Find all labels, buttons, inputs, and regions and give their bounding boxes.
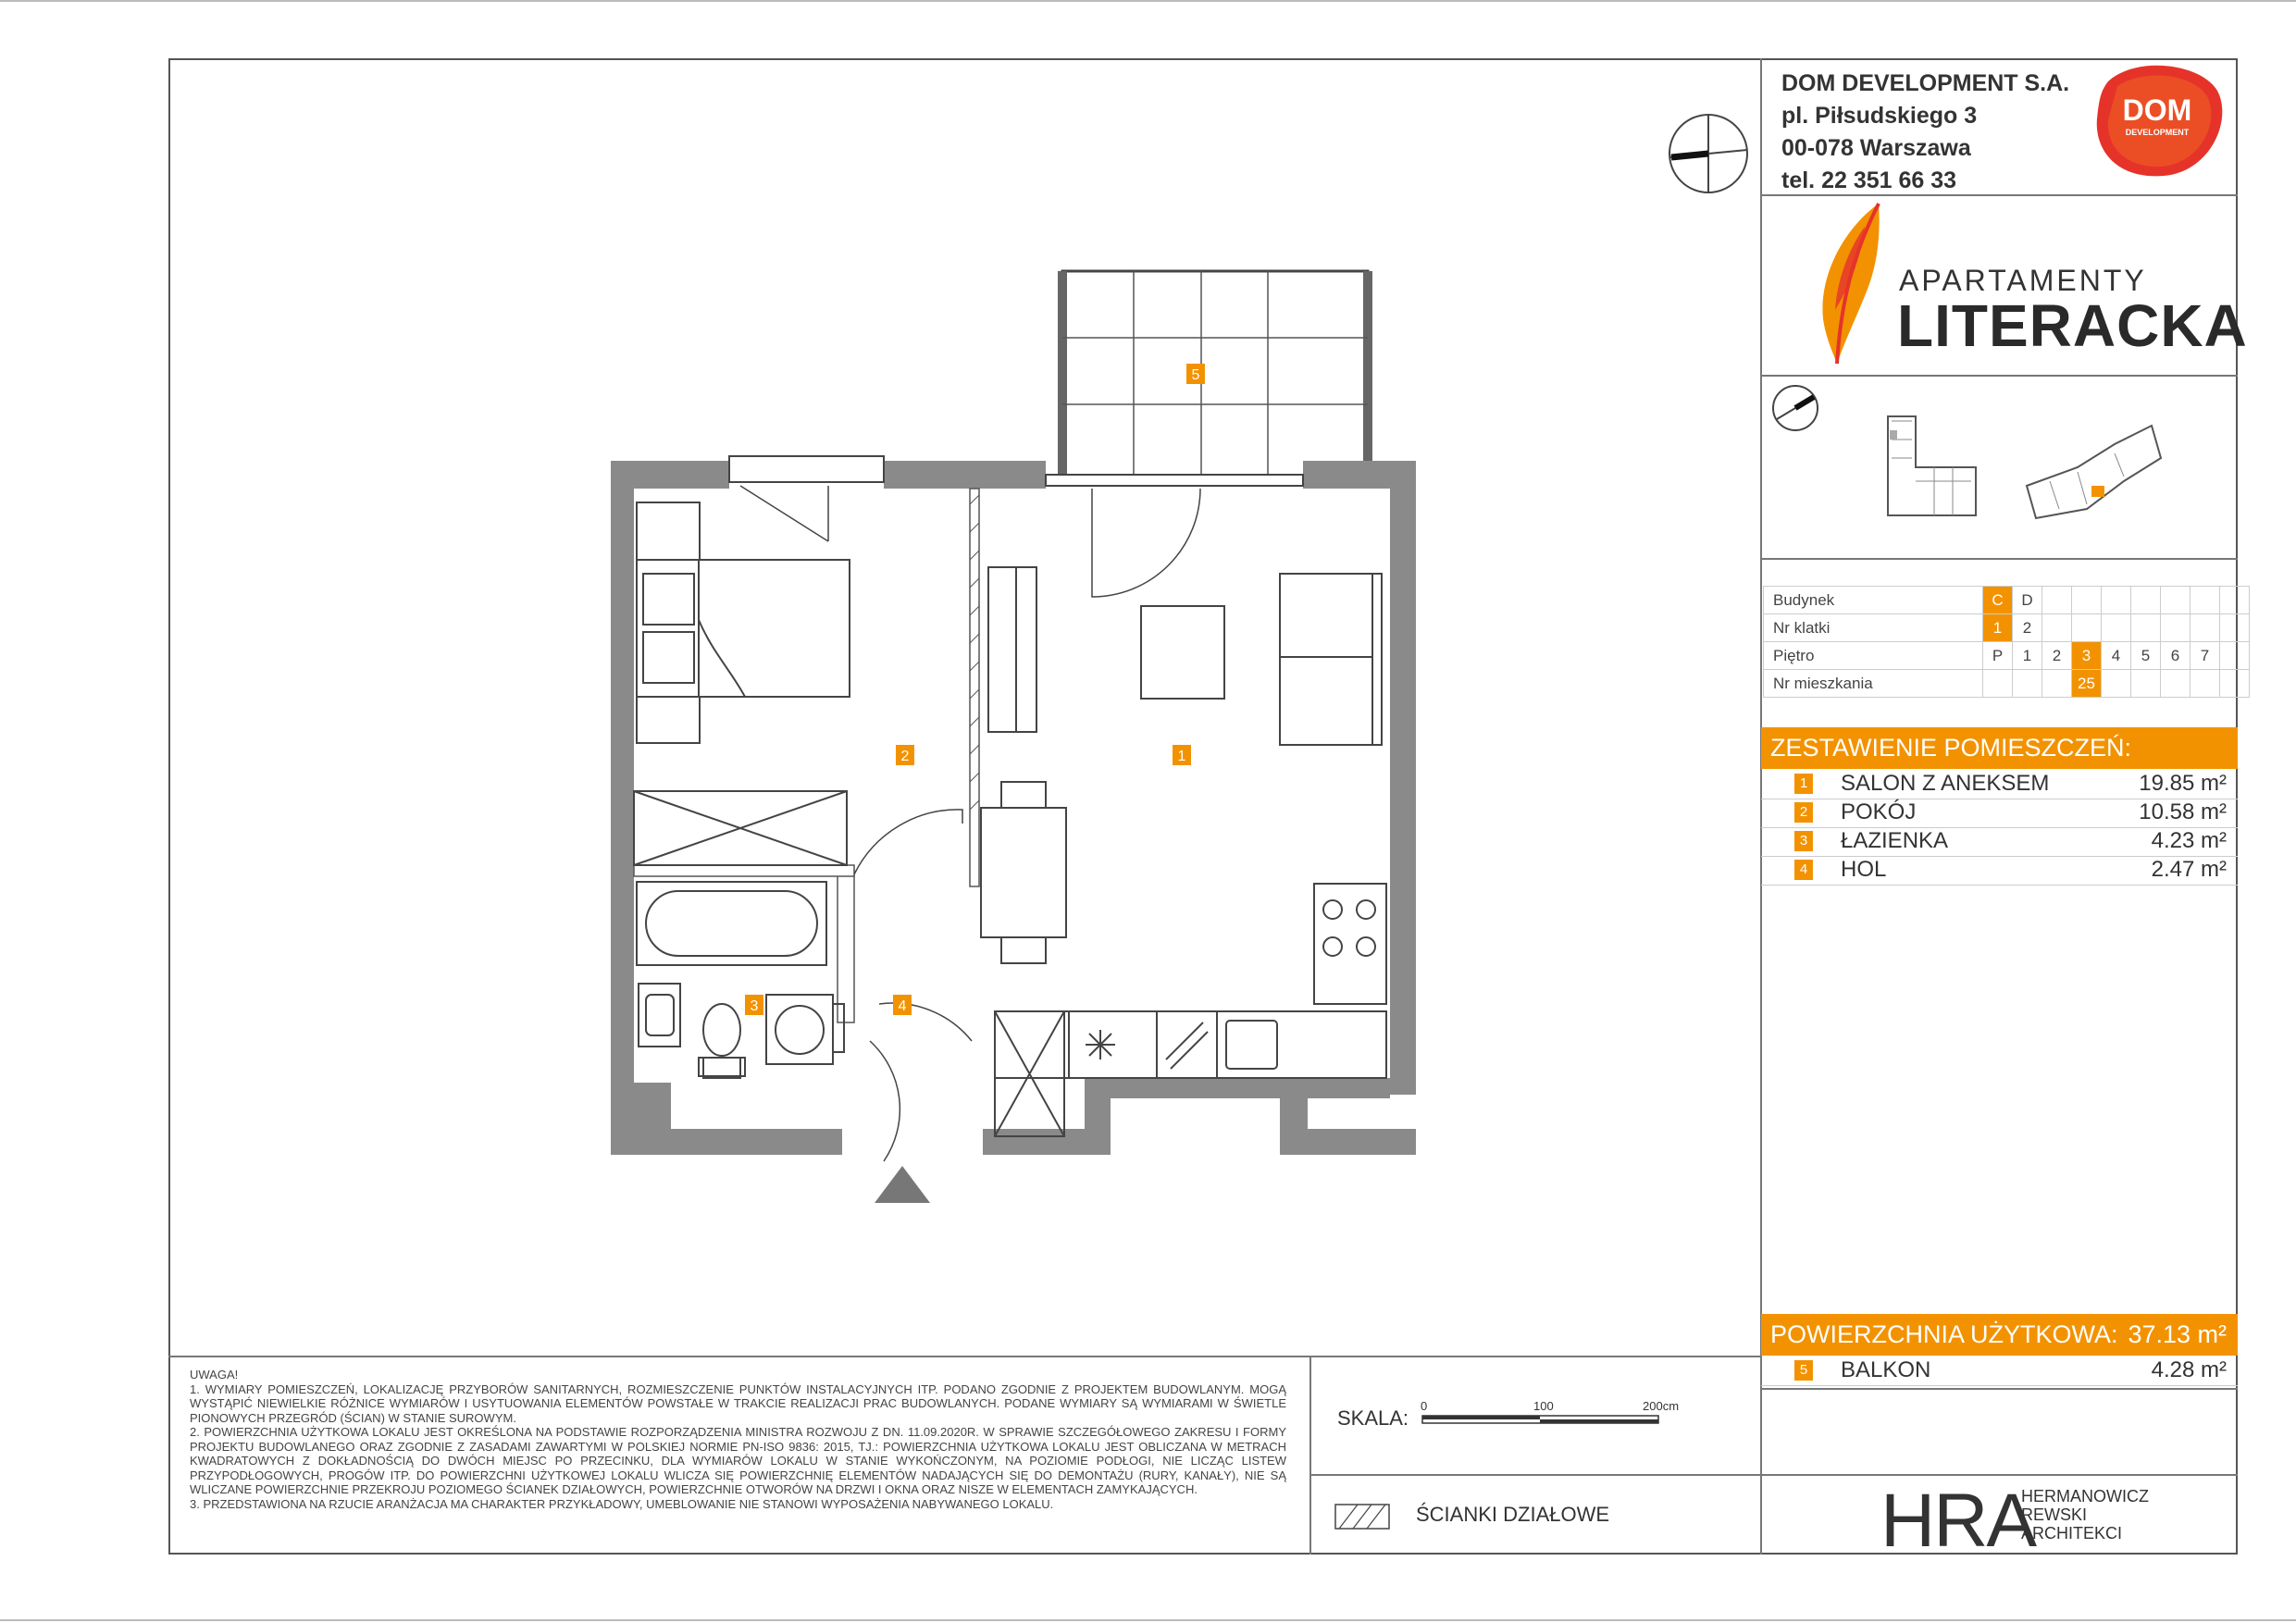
locator-cell xyxy=(2072,614,2102,642)
locator-cell: 4 xyxy=(2102,642,2131,670)
room-row xyxy=(1761,770,2238,799)
room-area: 4.23 m² xyxy=(2151,828,2227,853)
locator-cell xyxy=(2013,670,2042,698)
label-room-2: 2 xyxy=(900,749,910,764)
room-area: 10.58 m² xyxy=(2139,799,2227,824)
locator-cell: 25 xyxy=(2072,670,2102,698)
company-city: 00-078 Warszawa xyxy=(1781,135,1971,161)
locator-row xyxy=(1764,670,2250,698)
locator-cell xyxy=(2191,587,2220,614)
balcony-row xyxy=(1761,1357,2238,1386)
panel-line-5 xyxy=(1760,1474,2238,1476)
locator-cell: P xyxy=(1983,642,2013,670)
locator-cell xyxy=(2131,670,2161,698)
locator-cell: 7 xyxy=(2191,642,2220,670)
architect-line-2: REWSKI xyxy=(2021,1505,2088,1524)
locator-cell xyxy=(2102,614,2131,642)
locator-row xyxy=(1764,587,2250,614)
logo-text-development: DEVELOPMENT xyxy=(2125,128,2190,137)
partition-wall xyxy=(970,489,979,886)
logo-text-dom: DOM xyxy=(2122,93,2192,127)
locator-cell xyxy=(2161,587,2191,614)
architect-names xyxy=(2021,1487,2149,1542)
locator-cell: 6 xyxy=(2161,642,2191,670)
usable-area-label: POWIERZCHNIA UŻYTKOWA: xyxy=(1770,1320,2118,1348)
kitchen xyxy=(995,884,1386,1136)
note-3: 3. PRZEDSTAWIONA NA RZUCIE ARANŻACJA MA CHARAKTER PRZYKŁADOWY, UMEBLOWANIE NIE STANOWI WYPOSAŻENIA NABYWANEGO LOKALU. xyxy=(190,1496,1054,1511)
room-area: 2.47 m² xyxy=(2151,857,2227,882)
locator-cell xyxy=(2042,587,2072,614)
note-1: 1. WYMIARY POMIESZCZEŃ, LOKALIZACJĘ PRZYBORÓW SANITARNYCH, ROZMIESZCZENIE PUNKTÓW INSTALACYJNYCH ITP. PODANO ZGODNIE Z PROJEKTEM BUDOWLANYM. MOGĄ WYSTĄPIĆ NIEWIELKIE RÓŻNICE WYMIARÓW I USYTUOWANIA ELEMENTÓW POWSTAŁE W TRAKCIE REALIZACJI PRAC BUDOWLANYCH. PODANE WYMIARY SĄ WYMIARAMI W ŚWIETLE PIONOWYCH PRZEGRÓD (ŚCIAN) W STANIE SUROWYM. xyxy=(190,1381,1286,1425)
room-number: 2 xyxy=(1794,802,1813,823)
room-row xyxy=(1761,856,2238,886)
locator-cell xyxy=(2220,587,2250,614)
notes-block xyxy=(190,1368,1286,1511)
label-room-1: 1 xyxy=(1177,749,1186,764)
locator-row xyxy=(1764,614,2250,642)
washing-machine xyxy=(766,995,844,1064)
room-name: POKÓJ xyxy=(1841,799,1917,824)
architect-short: HRA xyxy=(1880,1479,2036,1563)
dom-development-logo xyxy=(2090,63,2225,180)
company-street: pl. Piłsudskiego 3 xyxy=(1781,103,1978,129)
locator-cell xyxy=(2102,587,2131,614)
top-edge-line xyxy=(0,0,2296,2)
scale-divider xyxy=(1309,1356,1311,1555)
balcony-num: 5 xyxy=(1794,1360,1813,1381)
locator-cell: 2 xyxy=(2013,614,2042,642)
usable-area-value: 37.13 m² xyxy=(2128,1320,2227,1348)
brand-title: LITERACKA xyxy=(1897,292,2248,359)
coffee-table xyxy=(1141,606,1224,699)
locator-cell xyxy=(2161,614,2191,642)
rooms-header: ZESTAWIENIE POMIESZCZEŃ: xyxy=(1761,727,2238,769)
locator-cell: C xyxy=(1983,587,2013,614)
scale-bar xyxy=(1421,1397,1735,1453)
company-address xyxy=(1781,68,2069,197)
panel-line-3 xyxy=(1760,558,2238,560)
label-room-3: 3 xyxy=(750,998,759,1014)
balcony-name: BALKON xyxy=(1841,1357,1931,1382)
company-name: DOM DEVELOPMENT S.A. xyxy=(1781,70,2070,96)
locator-cell xyxy=(2191,670,2220,698)
room-number: 3 xyxy=(1794,831,1813,851)
legend-divider xyxy=(1309,1474,1760,1476)
room-row xyxy=(1761,799,2238,828)
room-number: 1 xyxy=(1794,774,1813,794)
locator-cell xyxy=(2131,614,2161,642)
feather-icon xyxy=(1809,199,1893,370)
tv-cabinet xyxy=(988,567,1036,732)
scale-label: SKALA: xyxy=(1337,1406,1409,1430)
room-number: 4 xyxy=(1794,860,1813,880)
usable-area-header xyxy=(1761,1314,2238,1356)
toilet xyxy=(699,1004,745,1078)
note-2: 2. POWIERZCHNIA UŻYTKOWA LOKALU JEST OKREŚLONA NA PODSTAWIE ROZPORZĄDZENIA MINISTRA ROZWOJU Z DN. 11.09.2020R. W SPRAWIE SZCZEGÓŁOWEGO ZAKRESU I FORMY PROJEKTU BUDOWLANEGO ORAZ ZGODNIE Z ZASADAMI ZAWARTYMI W POLSKIEJ NORMIE PN-ISO 9836: 2015, TJ.: POWIERZCHNIA UŻYTKOWA LOKALU JEST OBLICZANA W METRACH KWADRATOWYCH Z DOKŁADNOŚCIĄ DO DWÓCH MIEJSC PO PRZECINKU, DLA WYMIARÓW LOKALU W STANIE WYKOŃCZONYM, NA POZIOMIE PODŁOGI, NIE LICZĄC LISTEW PRZYPODŁOGOWYCH, PROGÓW ITP. DO POWIERZCHNI UŻYTKOWEJ LOKALU WLICZA SIĘ POWIERZCHNIĘ ELEMENTÓW NADAJĄCYCH SIĘ DO DEMONTAŻU (RURY, KANAŁY), NIE SĄ WLICZANE POWIERZCHNIE PRZEKROJU POZIOMEGO ŚCIANEK DZIAŁOWYCH, POWIERZCHNIE OTWORÓW NA DRZWI I OKNA ORAZ NISZE W ELEMENTACH ZAMYKAJĄCYCH. xyxy=(190,1425,1286,1496)
locator-label: Nr klatki xyxy=(1764,614,1983,642)
legend-label: ŚCIANKI DZIAŁOWE xyxy=(1416,1503,1610,1526)
key-plan-site xyxy=(2022,421,2166,523)
architect-line-1: HERMANOWICZ xyxy=(2021,1487,2149,1505)
locator-cell xyxy=(2072,587,2102,614)
scale-tick-0: 0 xyxy=(1421,1399,1428,1413)
label-room-5: 5 xyxy=(1191,367,1200,383)
locator-cell xyxy=(2102,670,2131,698)
locator-cell xyxy=(2131,587,2161,614)
label-room-4: 4 xyxy=(898,998,907,1014)
locator-cell xyxy=(2042,670,2072,698)
window-bedroom xyxy=(729,456,884,482)
bottom-edge-line xyxy=(0,1619,2296,1621)
locator-cell xyxy=(2220,670,2250,698)
balcony-area: 4.28 m² xyxy=(2151,1357,2227,1382)
bed xyxy=(637,560,850,697)
bathtub xyxy=(637,882,826,965)
locator-cell: 3 xyxy=(2072,642,2102,670)
scale-tick-100: 100 xyxy=(1533,1399,1554,1413)
legend-hatch-icon xyxy=(1334,1504,1390,1530)
room-row xyxy=(1761,827,2238,857)
locator-row xyxy=(1764,642,2250,670)
compass-small-icon xyxy=(1769,382,1821,434)
locator-table xyxy=(1763,586,2250,698)
locator-label: Piętro xyxy=(1764,642,1983,670)
architect-line-3: ARCHITEKCI xyxy=(2021,1524,2123,1542)
wardrobe xyxy=(634,791,847,865)
window-balcony-door xyxy=(1046,475,1303,486)
panel-line-4 xyxy=(1760,1388,2238,1390)
room-name: HOL xyxy=(1841,857,1887,882)
locator-cell xyxy=(2161,670,2191,698)
balcony-area xyxy=(1062,271,1368,482)
locator-cell: 1 xyxy=(2013,642,2042,670)
compass-icon xyxy=(1666,111,1751,196)
room-area: 19.85 m² xyxy=(2139,771,2227,796)
locator-cell xyxy=(2191,614,2220,642)
locator-cell xyxy=(2220,642,2250,670)
room-name: ŁAZIENKA xyxy=(1841,828,1949,853)
locator-cell: 2 xyxy=(2042,642,2072,670)
locator-cell xyxy=(2220,614,2250,642)
room-name: SALON Z ANEKSEM xyxy=(1841,771,2050,796)
locator-cell: D xyxy=(2013,587,2042,614)
locator-cell xyxy=(1983,670,2013,698)
company-phone: tel. 22 351 66 33 xyxy=(1781,167,1957,193)
sofa xyxy=(1280,574,1382,745)
entrance-arrow-icon xyxy=(875,1166,930,1203)
brand-subtitle: APARTAMENTY xyxy=(1899,264,2147,297)
notes-title: UWAGA! xyxy=(190,1368,239,1381)
floor-plan xyxy=(602,264,1416,1245)
dining-set xyxy=(981,782,1066,963)
notes-divider xyxy=(168,1356,1760,1357)
locator-cell xyxy=(2042,614,2072,642)
key-plan-building xyxy=(1879,412,1980,523)
locator-cell: 1 xyxy=(1983,614,2013,642)
locator-label: Budynek xyxy=(1764,587,1983,614)
locator-cell: 5 xyxy=(2131,642,2161,670)
panel-line-2 xyxy=(1760,375,2238,377)
scale-tick-200: 200cm xyxy=(1643,1399,1680,1413)
locator-label: Nr mieszkania xyxy=(1764,670,1983,698)
